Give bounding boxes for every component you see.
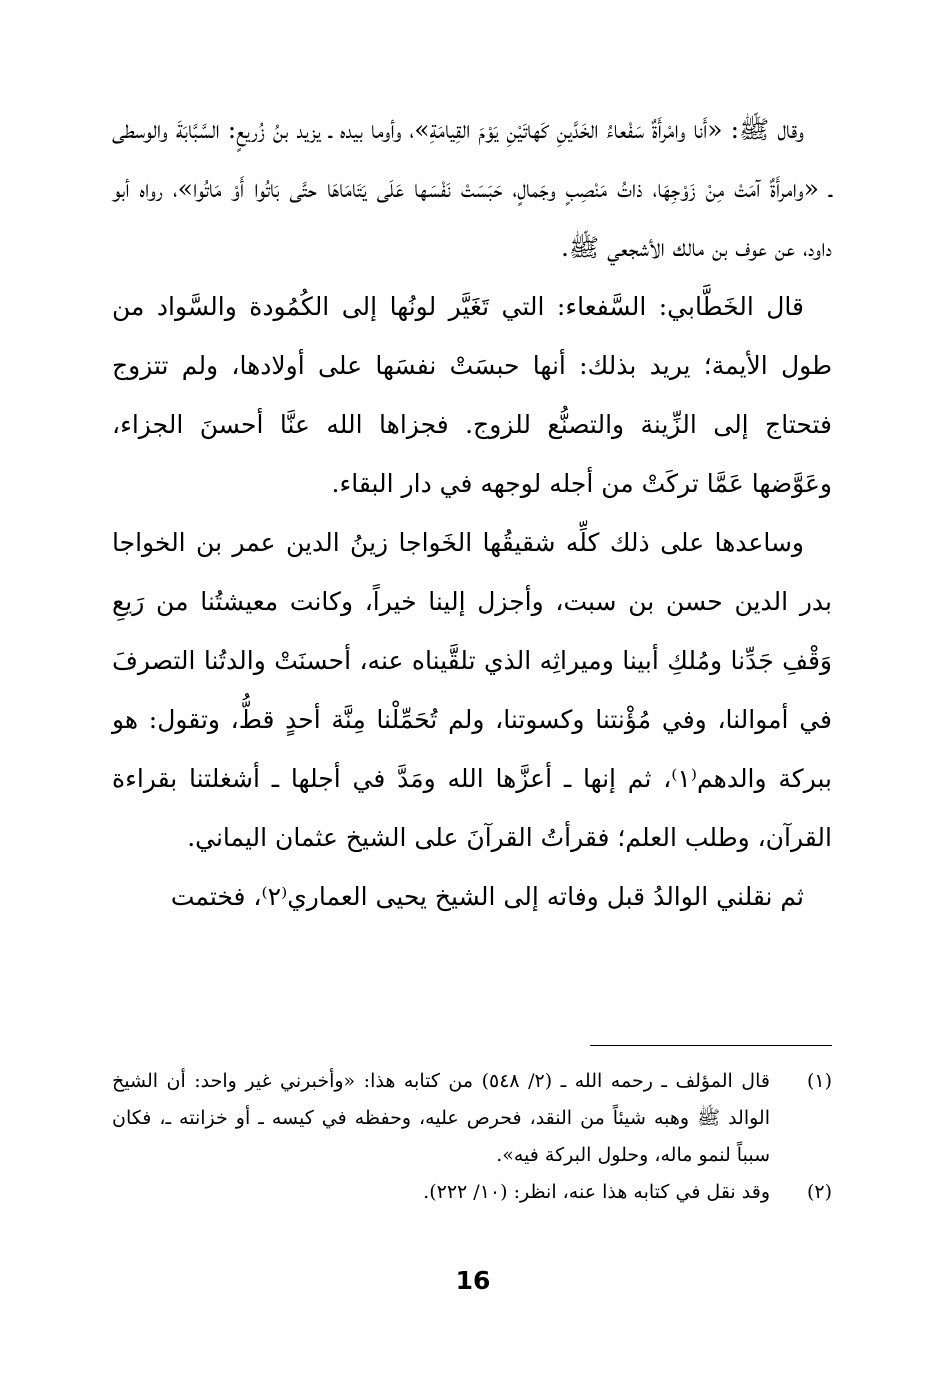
paragraph-2: قال الخَطَّابي: السَّفعاء: التي تَغَيَّر لونُها إلى الكُمُودة والسَّواد من طول الأيمة؛ يريد بذلك: أنها حبسَتْ نفسَها على أولادها، ولم تتزوج فتحتاج إلى الزِّينة والتصنُّع للزوج. فجزاها الله عنَّا أحسنَ الجزاء، وعَوَّضها عَمَّا تركَتْ من أجله لوجهه في دار البقاء. [112,292,832,498]
footnote-2 [112,1174,832,1211]
paragraph-1: وقال ﷺ: «أَنا وامْرأَةٌ سَفْعاءُ الخَدَّينِ كَهاتَيْنِ يَوْمَ القِيامَةِ»، وأوما بيده ـ يزيد بنُ زُريعٍ: السَّبَّابَةَ والوسطى ـ «وامرأَةٌ آمَتْ مِنْ زَوْجِهَا، ذاتُ مَنْصِبٍ وجَمالٍ، حَبَسَتْ نَفْسَها عَلَى يَتَامَاهَا حتَّى بَاتُوا أَوْ مَاتُوا»، رواه أبو داود، عن عوف بن مالك الأشجعي ﷺ. [112,115,832,262]
main-text [112,100,832,926]
footnote-2-text: وقد نقل في كتابه هذا عنه، انظر: (١٠/ ٢٢٢). [423,1181,770,1203]
paragraph-3: وساعدها على ذلك كلِّه شقيقُها الخَواجا زينُ الدين عمر بن الخواجا بدر الدين حسن بن سبت، وأجزل إلينا خيراً، وكانت معيشتُنا من رَيعِ وَقْفِ جَدِّنا ومُلكِ أبينا وميراثِه الذي تلقَّيناه عنه، أحسنَتْ والدتُنا التصرفَ في أموالنا، وفي مُؤْنتنا وكسوتنا، ولم تُحَمِّلْنا مِنَّة أحدٍ قطُّ، وتقول: هو ببركة والدهم⁽١⁾، ثم إنها ـ أعزَّها الله ومَدَّ في أجلها ـ أشغلتنا بقراءة القرآن، وطلب العلم؛ فقرأتُ القرآنَ على الشيخ عثمان اليماني. [112,528,832,852]
paragraph-4: ثم نقلني الوالدُ قبل وفاته إلى الشيخ يحيى العماري⁽٢⁾، فختمت [170,882,804,911]
footnote-1-number: (١) [806,1070,832,1092]
page-number: 16 [455,1266,491,1295]
footnote-1-text: قال المؤلف ـ رحمه الله ـ (٢/ ٥٤٨) من كتابه هذا: «وأخبرني غير واحد: أن الشيخ الوالد ﷺ وهبه شيئاً من النقد، فحرص عليه، وحفظه في كيسه ـ أو خزانته ـ، فكان سبباً لنمو ماله، وحلول البركة فيه». [112,1070,770,1166]
footnotes [112,1063,832,1211]
footnote-2-number: (٢) [806,1181,832,1203]
footnote-separator [590,1045,832,1046]
footnote-1 [112,1063,832,1174]
